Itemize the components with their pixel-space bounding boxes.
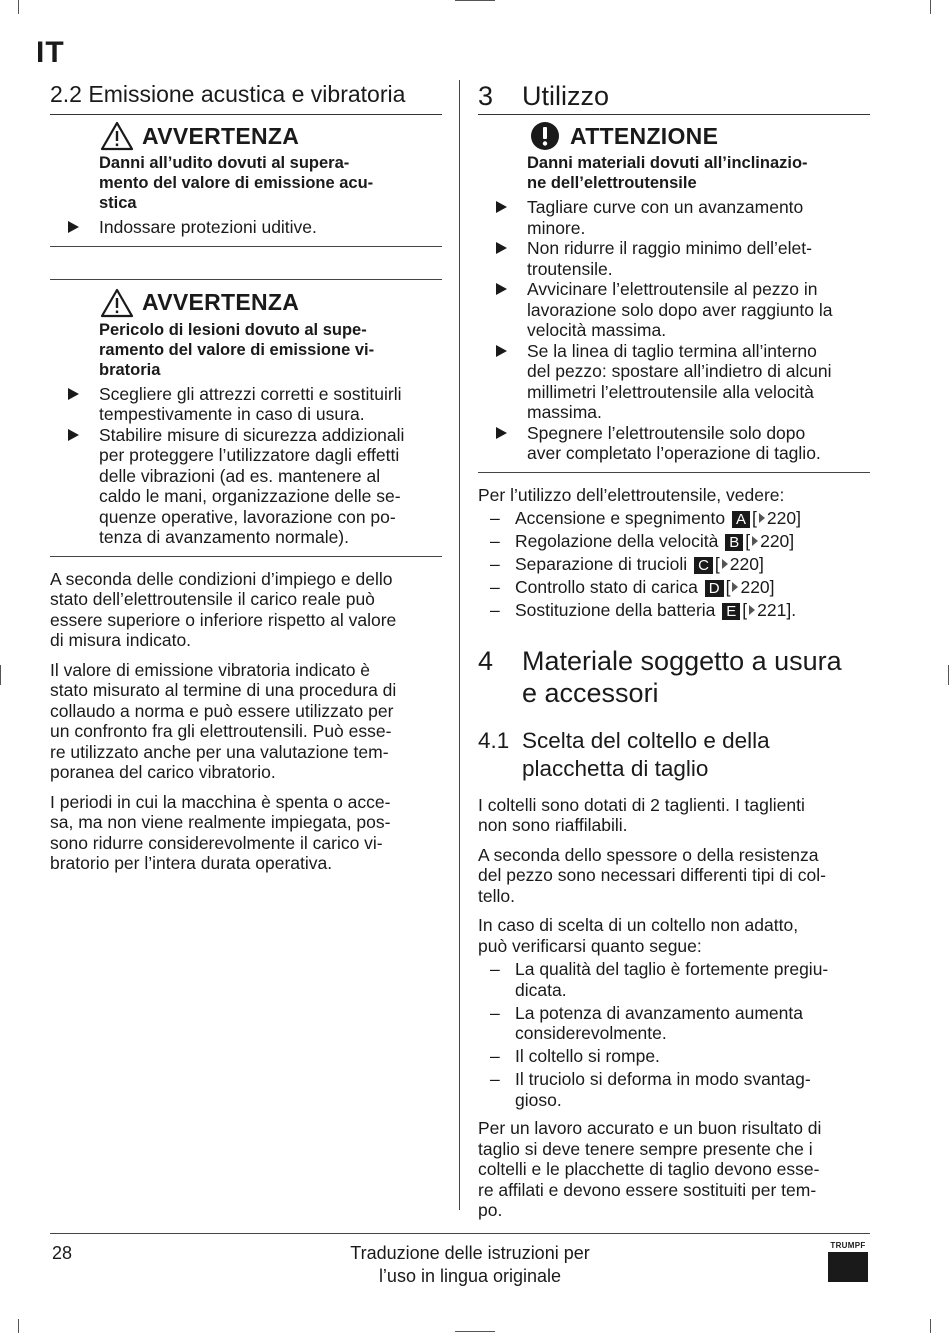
footer-divider	[50, 1233, 870, 1234]
section-number: 4.1	[478, 727, 510, 753]
crop-mark	[930, 0, 931, 14]
list-item: – Sostituzione della batteria E [ 221].	[478, 600, 870, 621]
exclamation-circle-icon	[528, 121, 562, 151]
crop-mark	[18, 1319, 19, 1333]
section-heading-2-2: 2.2 Emissione acustica e vibratoria	[50, 80, 442, 115]
list-item: – Il truciolo si deforma in modo svantag- gioso.	[478, 1069, 870, 1110]
usage-item-text: Controllo stato di carica	[515, 577, 698, 597]
list-item: – Controllo stato di carica D [ 220]	[478, 577, 870, 598]
footer-text: Traduzione delle istruzioni per l’uso in lingua originale	[350, 1243, 590, 1286]
paragraph: Per un lavoro accurato e un buon risultato di taglio si deve tenere sempre presente che i coltelli e le placchette di taglio devono esse- re affilati e devono essere sostituiti per tem- po.	[478, 1118, 822, 1220]
warning-header	[50, 121, 442, 151]
chapter-title: Materiale soggetto a usura e accessori	[522, 645, 842, 708]
list-item: Indossare protezioni uditive.	[50, 217, 442, 238]
page-ref-arrow-icon	[722, 559, 728, 569]
paragraph: Il valore di emissione vibratoria indicato è stato misurato al termine di una procedura di collaudo a norma e può essere utilizzato per un confronto fra gli elettroutensili. Può esse- re utilizzato anche per una valutazione tem- poranea del carico vibratorio.	[50, 659, 397, 782]
warning-bullet-list	[50, 384, 442, 548]
section-title: Scelta del coltello e della placchetta di taglio	[522, 727, 770, 781]
paragraph: A seconda delle condizioni d’impiego e dello stato dell’elettroutensile il carico reale può essere superiore o inferiore rispetto al valore di misura indicato.	[50, 568, 397, 650]
left-column	[50, 80, 442, 883]
page-ref-arrow-icon	[759, 513, 765, 523]
usage-item-text: Accensione e spegnimento	[515, 508, 726, 528]
crop-mark	[930, 1319, 931, 1333]
figure-tag: E	[722, 603, 740, 620]
warning-box-hearing	[50, 115, 442, 247]
page-ref[interactable]: 220]	[729, 554, 764, 574]
warning-header	[50, 288, 442, 318]
consequence-list	[478, 959, 870, 1110]
list-item: Se la linea di taglio termina all’interno del pezzo: spostare all’indietro di alcuni millimetri l’elettroutensile alla velocità massima.	[478, 341, 870, 423]
chapter-heading-3	[478, 80, 870, 115]
figure-tag: A	[732, 511, 750, 528]
column-divider	[459, 80, 460, 1210]
page-ref[interactable]: 220]	[740, 577, 775, 597]
right-column	[478, 80, 870, 1230]
paragraph: In caso di scelta di un coltello non adatto, può verificarsi quanto segue:	[478, 915, 799, 956]
list-item: Avvicinare l’elettroutensile al pezzo in lavorazione solo dopo aver raggiunto la velocità massima.	[478, 279, 870, 341]
usage-intro: Per l’utilizzo dell’elettroutensile, vedere:	[478, 484, 785, 505]
chapter-number: 4	[478, 645, 494, 676]
crop-mark	[455, 1331, 495, 1332]
warning-bullet-list	[50, 217, 442, 238]
trumpf-logo	[828, 1241, 868, 1282]
crop-mark	[948, 665, 949, 685]
list-item: Stabilire misure di sicurezza addizionali per proteggere l’utilizzatore dagli effetti delle vibrazioni (ad es. mantenere al caldo le mani, organizzazione delle se- quenze operative, lavorazione con po- tenza di avanzamento normale).	[50, 425, 442, 548]
list-item: – Separazione di trucioli C [ 220]	[478, 554, 870, 575]
figure-tag: C	[694, 557, 713, 574]
chapter-number: 3	[478, 81, 494, 111]
warning-title: AVVERTENZA	[142, 289, 300, 315]
logo-block	[828, 1252, 868, 1282]
figure-tag: D	[705, 580, 724, 597]
crop-mark	[0, 665, 1, 685]
chapter-title: Utilizzo	[522, 81, 610, 111]
warning-box-vibration	[50, 280, 442, 557]
language-code: IT	[36, 36, 65, 69]
attention-box	[478, 115, 870, 473]
page-ref[interactable]: 221].	[757, 600, 797, 620]
paragraph: A seconda dello spessore o della resistenza del pezzo sono necessari differenti tipi di col- tello.	[478, 844, 826, 906]
section-heading-4-1	[478, 727, 870, 783]
usage-item-text: Separazione di trucioli	[515, 554, 688, 574]
warning-triangle-icon	[100, 121, 134, 151]
page-number: 28	[52, 1243, 73, 1263]
usage-reference-list	[478, 508, 870, 621]
list-item: – Accensione e spegnimento A [ 220]	[478, 508, 870, 529]
crop-mark	[18, 0, 19, 14]
chapter-heading-4	[478, 645, 870, 713]
list-item: – Il coltello si rompe.	[478, 1046, 870, 1067]
warning-subtitle: Pericolo di lesioni dovuto al supe- ramento del valore di emissione vi- bratoria	[99, 320, 375, 379]
attention-bullet-list	[478, 197, 870, 464]
attention-header	[478, 121, 870, 151]
usage-item-text: Regolazione della velocità	[515, 531, 719, 551]
list-item: – La potenza di avanzamento aumenta considerevolmente.	[478, 1003, 870, 1044]
attention-subtitle: Danni materiali dovuti all’inclinazio- ne dell’elettroutensile	[527, 154, 808, 192]
list-item: Tagliare curve con un avanzamento minore.	[478, 197, 870, 238]
warning-triangle-icon	[100, 288, 134, 318]
page-ref-arrow-icon	[749, 605, 755, 615]
page-ref-arrow-icon	[752, 536, 758, 546]
paragraph: I coltelli sono dotati di 2 taglienti. I taglienti non sono riaffilabili.	[478, 794, 805, 835]
figure-tag: B	[725, 534, 743, 551]
paragraph: I periodi in cui la macchina è spenta o acce- sa, ma non viene realmente impiegata, pos- sono ridurre considerevolmente il carico vi- bratorio per l’intera durata operativa.	[50, 791, 391, 873]
warning-subtitle: Danni all’udito dovuti al supera- mento del valore di emissione acu- stica	[99, 154, 374, 212]
list-item: Scegliere gli attrezzi corretti e sostituirli tempestivamente in caso di usura.	[50, 384, 442, 425]
usage-item-text: Sostituzione della batteria	[515, 600, 716, 620]
logo-text: TRUMPF	[830, 1241, 866, 1250]
page-ref[interactable]: 220]	[766, 508, 801, 528]
page-ref[interactable]: 220]	[760, 531, 795, 551]
attention-title: ATTENZIONE	[570, 122, 719, 149]
list-item: Spegnere l’elettroutensile solo dopo aver completato l’operazione di taglio.	[478, 423, 870, 464]
page-ref-arrow-icon	[732, 582, 738, 592]
separator	[50, 247, 442, 280]
warning-title: AVVERTENZA	[142, 122, 300, 149]
crop-mark	[455, 0, 495, 1]
list-item: – La qualità del taglio è fortemente pregiu- dicata.	[478, 959, 870, 1000]
list-item: Non ridurre il raggio minimo dell’elet- troutensile.	[478, 238, 870, 279]
list-item: – Regolazione della velocità B [ 220]	[478, 531, 870, 552]
